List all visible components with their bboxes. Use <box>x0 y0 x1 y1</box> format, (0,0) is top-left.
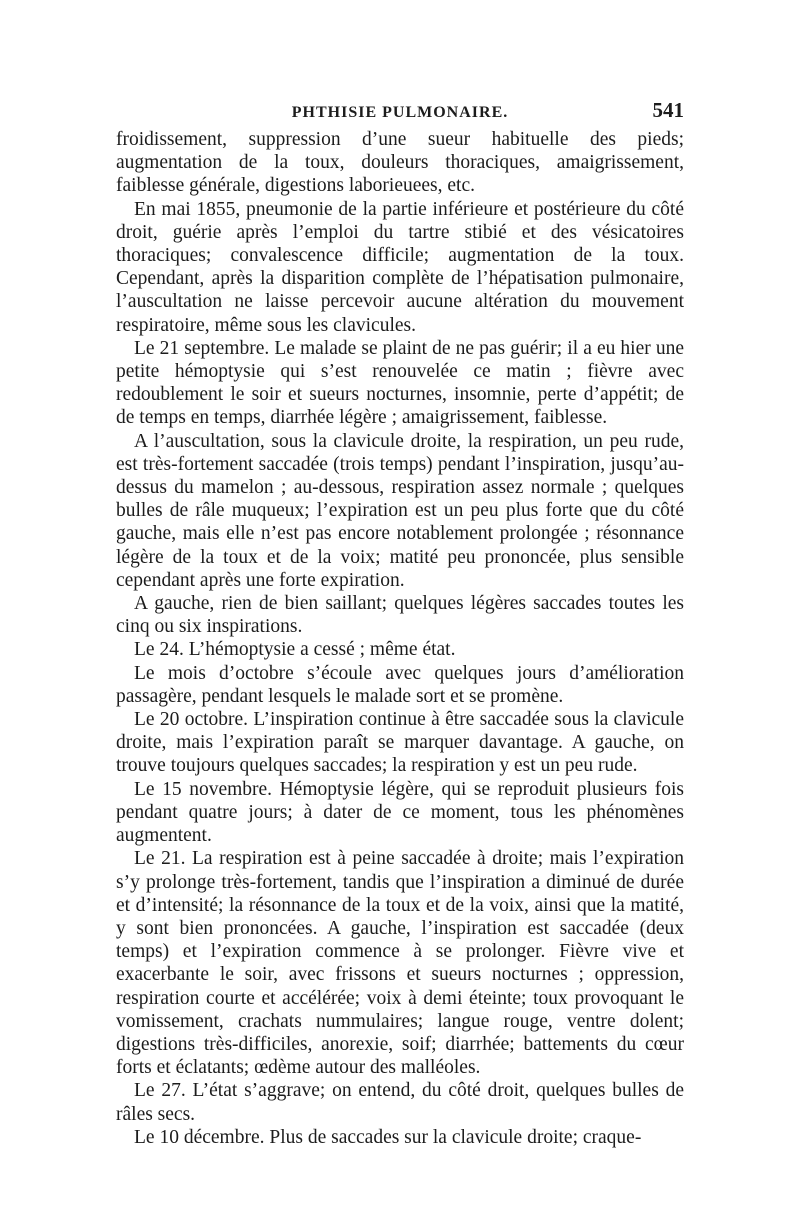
paragraph: En mai 1855, pneumonie de la partie inférieure et postérieure du côté droit, guérie après l’emploi du tartre stibié et des vésicatoires thoraciques; convalescence difficile; augmentation de la toux. Cependant, après la disparition complète de l’hépatisation pulmonaire, l’auscultation ne laisse percevoir aucune altération du mouvement respiratoire, même sous les clavicules. <box>116 198 684 336</box>
paragraph: froidissement, suppression d’une sueur habituelle des pieds; augmentation de la toux, douleurs thoraciques, amaigrissement, faiblesse générale, digestions laborieuees, etc. <box>116 129 684 197</box>
running-title: PHTHISIE PULMONAIRE. <box>291 104 509 121</box>
body-text <box>116 128 684 1149</box>
page-number: 541 <box>652 98 684 122</box>
paragraph: Le 21 septembre. Le malade se plaint de ne pas guérir; il a eu hier une petite hémoptysie qui s’est renouvelée ce matin ; fièvre avec redoublement le soir et sueurs nocturnes, insomnie, perte d’appétit; de de temps en temps, diarrhée légère ; amaigrissement, faiblesse. <box>116 337 684 429</box>
paragraph: Le 24. L’hémoptysie a cessé ; même état. <box>134 639 456 661</box>
paragraph: A l’auscultation, sous la clavicule droite, la respiration, un peu rude, est très-fortement saccadée (trois temps) pendant l’inspiration, jusqu’au-dessus du mamelon ; au-dessous, respiration assez normale ; quelques bulles de râle muqueux; l’expiration est un peu plus forte que du côté gauche, mais elle n’est pas encore notablement prolongée ; résonnance légère de la toux et de la voix; matité peu prononcée, plus sensible cependant après une forte expiration. <box>116 430 684 591</box>
paragraph: Le 27. L’état s’aggrave; on entend, du côté droit, quelques bulles de râles secs. <box>116 1080 684 1125</box>
book-page <box>116 98 684 1149</box>
paragraph: Le 21. La respiration est à peine saccadée à droite; mais l’expiration s’y prolonge très-fortement, tandis que l’inspiration a diminué de durée et d’intensité; la résonnance de la toux et de la voix, ainsi que la matité, y sont bien prononcées. A gauche, l’inspiration est saccadée (deux temps) et l’expiration commence à se prolonger. Fièvre vive et exacerbante le soir, avec frissons et sueurs nocturnes ; oppression, respiration courte et accélérée; voix à demi éteinte; toux provoquant le vomissement, crachats nummulaires; langue rouge, ventre dolent; digestions très-difficiles, anorexie, soif; diarrhée; battements du cœur forts et éclatants; œdème autour des malléoles. <box>116 848 684 1079</box>
paragraph: Le 20 octobre. L’inspiration continue à être saccadée sous la clavicule droite, mais l’expiration paraît se marquer davantage. A gauche, on trouve toujours quelques saccades; la respiration y est un peu rude. <box>116 709 684 777</box>
page-header <box>116 98 684 128</box>
paragraph: Le 15 novembre. Hémoptysie légère, qui se reproduit plusieurs fois pendant quatre jours; à dater de ce moment, tous les phénomènes augmentent. <box>116 778 684 847</box>
paragraph: A gauche, rien de bien saillant; quelques légères saccades toutes les cinq ou six inspirations. <box>116 593 684 638</box>
paragraph: Le mois d’octobre s’écoule avec quelques jours d’amélioration passagère, pendant lesquels le malade sort et se promène. <box>116 662 684 707</box>
paragraph: Le 10 décembre. Plus de saccades sur la clavicule droite; craque- <box>134 1126 642 1148</box>
